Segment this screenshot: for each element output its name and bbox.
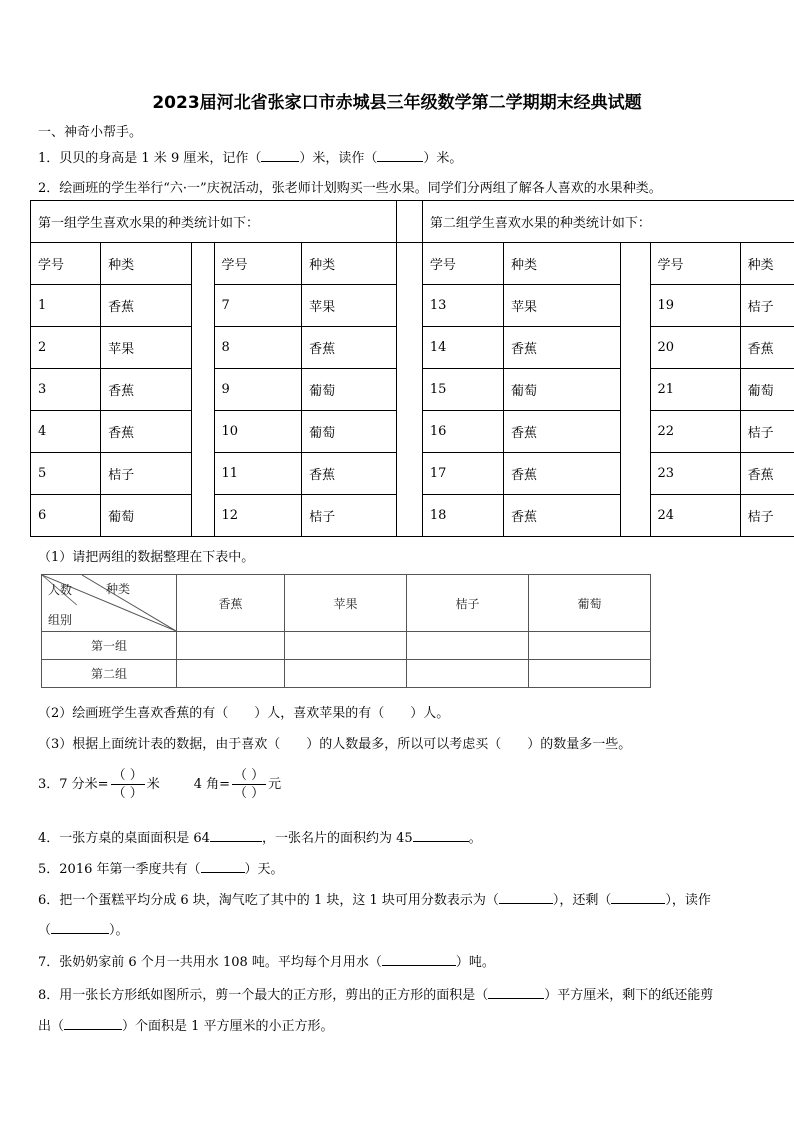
sub-question-2: （2）绘画班学生喜欢香蕉的有（ ）人，喜欢苹果的有（ ）人。: [38, 706, 450, 721]
cell-id: 11: [214, 453, 302, 495]
summary-input-cell[interactable]: [407, 660, 529, 688]
cell-kind: 香蕉: [504, 411, 621, 453]
q3-text-d: 元: [268, 777, 282, 792]
table-spacer: [397, 201, 423, 243]
fraction-denominator: （ ）: [112, 786, 143, 801]
q1-blank-2[interactable]: [377, 149, 423, 162]
q3-text-b: 米: [146, 777, 160, 792]
cell-kind: 苹果: [504, 285, 621, 327]
header-kind: 种类: [302, 243, 397, 285]
q4-text-a: 4．一张方桌的桌面面积是 64: [38, 831, 210, 846]
cell-id: 20: [650, 327, 740, 369]
q8-blank-1[interactable]: [488, 986, 544, 999]
q8-text-a: 8．用一张长方形纸如图所示，剪一个最大的正方形，剪出的正方形的面积是（: [38, 988, 489, 1003]
table-spacer: [192, 243, 214, 537]
cell-kind: 香蕉: [504, 495, 621, 537]
cell-kind: 香蕉: [101, 411, 192, 453]
question-8-cont: [38, 1015, 334, 1034]
cell-id: 7: [214, 285, 302, 327]
q6-text-a: 6．把一个蛋糕平均分成 6 块，淘气吃了其中的 1 块，这 1 块可用分数表示为（: [38, 893, 499, 908]
cell-id: 13: [422, 285, 503, 327]
cell-kind: 桔子: [302, 495, 397, 537]
q6-text-d: （: [38, 923, 52, 938]
cell-id: 2: [31, 327, 101, 369]
question-6-cont: [38, 919, 129, 938]
cell-kind: 香蕉: [504, 453, 621, 495]
cell-id: 6: [31, 495, 101, 537]
q6-text-e: ）。: [109, 923, 129, 938]
q8-blank-2[interactable]: [64, 1017, 122, 1030]
diag-people: 人数: [48, 583, 73, 597]
question-5: [38, 858, 284, 877]
cell-kind: 桔子: [740, 411, 794, 453]
question-1: [38, 147, 462, 166]
cell-kind: 桔子: [101, 453, 192, 495]
q3-text-a: 3．7 分米=: [38, 777, 109, 792]
cell-id: 24: [650, 495, 740, 537]
q1-text-a: 1．贝贝的身高是 1 米 9 厘米，记作（: [38, 151, 262, 166]
page-title: 2023届河北省张家口市赤城县三年级数学第二学期期末经典试题: [152, 93, 642, 113]
question-3: [38, 767, 281, 802]
fraction-numerator: （ ）: [234, 768, 265, 783]
q6-blank-1[interactable]: [499, 891, 553, 904]
summary-input-cell[interactable]: [177, 660, 285, 688]
table-spacer: [620, 243, 650, 537]
cell-kind: 苹果: [302, 285, 397, 327]
q3-text-c: 4 角=: [193, 777, 231, 792]
summary-row-header: 第一组: [42, 632, 177, 660]
fraction-denominator: （ ）: [234, 786, 265, 801]
cell-id: 15: [422, 369, 503, 411]
q4-text-b: ，一张名片的面积约为 45: [261, 831, 413, 846]
cell-id: 9: [214, 369, 302, 411]
cell-id: 14: [422, 327, 503, 369]
summary-input-cell[interactable]: [529, 632, 651, 660]
q1-text-c: ）米。: [423, 151, 463, 166]
q6-text-c: ），读作: [665, 893, 711, 908]
q7-text-a: 7．张奶奶家前 6 个月一共用水 108 吨。平均每个月用水（: [38, 955, 382, 970]
summary-input-cell[interactable]: [407, 632, 529, 660]
q6-blank-3[interactable]: [51, 921, 109, 934]
cell-kind: 香蕉: [504, 327, 621, 369]
table-row: [42, 632, 651, 660]
group1-caption: 第一组学生喜欢水果的种类统计如下：: [31, 201, 397, 243]
cell-id: 19: [650, 285, 740, 327]
diag-group: 组别: [48, 613, 73, 627]
question-7: [38, 951, 495, 970]
header-id: 学号: [31, 243, 101, 285]
cell-id: 5: [31, 453, 101, 495]
summary-input-cell[interactable]: [285, 632, 407, 660]
cell-kind: 苹果: [101, 327, 192, 369]
summary-col-header: 苹果: [285, 575, 407, 632]
cell-id: 18: [422, 495, 503, 537]
q6-blank-2[interactable]: [611, 891, 665, 904]
header-id: 学号: [650, 243, 740, 285]
q8-text-d: ）个面积是 1 平方厘米的小正方形。: [122, 1019, 334, 1034]
sub-question-3: （3）根据上面统计表的数据，由于喜欢（ ）的人数最多，所以可以考虑买（ ）的数量多一些。: [38, 737, 632, 752]
cell-kind: 葡萄: [302, 369, 397, 411]
summary-table: [41, 574, 651, 688]
cell-id: 16: [422, 411, 503, 453]
cell-kind: 香蕉: [740, 327, 794, 369]
cell-kind: 桔子: [740, 495, 794, 537]
question-6: [38, 889, 711, 908]
diagonal-header-cell: [42, 575, 177, 632]
header-kind: 种类: [101, 243, 192, 285]
cell-id: 8: [214, 327, 302, 369]
cell-kind: 葡萄: [504, 369, 621, 411]
table-row: [42, 660, 651, 688]
q4-blank-1[interactable]: [210, 829, 262, 842]
q8-text-b: ）平方厘米，剩下的纸还能剪: [544, 988, 714, 1003]
cell-id: 4: [31, 411, 101, 453]
sub-question-1: （1）请把两组的数据整理在下表中。: [38, 550, 255, 565]
summary-col-header: 香蕉: [177, 575, 285, 632]
diag-kind: 种类: [106, 582, 131, 596]
cell-id: 17: [422, 453, 503, 495]
summary-row-header: 第二组: [42, 660, 177, 688]
cell-id: 12: [214, 495, 302, 537]
q5-text-a: 5．2016 年第一季度共有（: [38, 862, 201, 877]
summary-col-header: 桔子: [407, 575, 529, 632]
q5-blank[interactable]: [201, 860, 245, 873]
q7-text-b: ）吨。: [455, 955, 495, 970]
cell-kind: 香蕉: [101, 285, 192, 327]
cell-kind: 桔子: [740, 285, 794, 327]
q4-text-c: 。: [468, 831, 482, 846]
q6-text-b: ），还剩（: [552, 893, 612, 908]
cell-kind: 香蕉: [302, 327, 397, 369]
cell-id: 3: [31, 369, 101, 411]
cell-kind: 葡萄: [740, 369, 794, 411]
summary-col-header: 葡萄: [529, 575, 651, 632]
cell-kind: 葡萄: [101, 495, 192, 537]
question-8: [38, 984, 713, 1003]
cell-id: 10: [214, 411, 302, 453]
cell-kind: 香蕉: [101, 369, 192, 411]
header-kind: 种类: [740, 243, 794, 285]
cell-id: 21: [650, 369, 740, 411]
summary-input-cell[interactable]: [529, 660, 651, 688]
group2-caption: 第二组学生喜欢水果的种类统计如下：: [422, 201, 794, 243]
cell-kind: 葡萄: [302, 411, 397, 453]
fruit-data-table: [30, 200, 794, 537]
q8-text-c: 出（: [38, 1019, 65, 1034]
question-2: 2．绘画班的学生举行“六·一”庆祝活动，张老师计划购买一些水果。同学们分两组了解各人喜欢的水果种类。: [38, 181, 662, 196]
question-4: [38, 827, 482, 846]
summary-input-cell[interactable]: [177, 632, 285, 660]
fraction-numerator: （ ）: [112, 768, 143, 783]
summary-input-cell[interactable]: [285, 660, 407, 688]
q1-blank-1[interactable]: [261, 149, 299, 162]
q4-blank-2[interactable]: [413, 829, 469, 842]
fraction-2[interactable]: [232, 767, 266, 802]
cell-kind: 香蕉: [740, 453, 794, 495]
section-heading: 一、神奇小帮手。: [38, 125, 143, 140]
table-spacer: [397, 243, 423, 537]
fraction-1[interactable]: [111, 767, 145, 802]
header-kind: 种类: [504, 243, 621, 285]
cell-id: 1: [31, 285, 101, 327]
q7-blank[interactable]: [382, 953, 456, 966]
cell-id: 22: [650, 411, 740, 453]
cell-id: 23: [650, 453, 740, 495]
q1-text-b: ）米，读作（: [299, 151, 378, 166]
cell-kind: 香蕉: [302, 453, 397, 495]
header-id: 学号: [422, 243, 503, 285]
q5-text-b: ）天。: [244, 862, 284, 877]
header-id: 学号: [214, 243, 302, 285]
